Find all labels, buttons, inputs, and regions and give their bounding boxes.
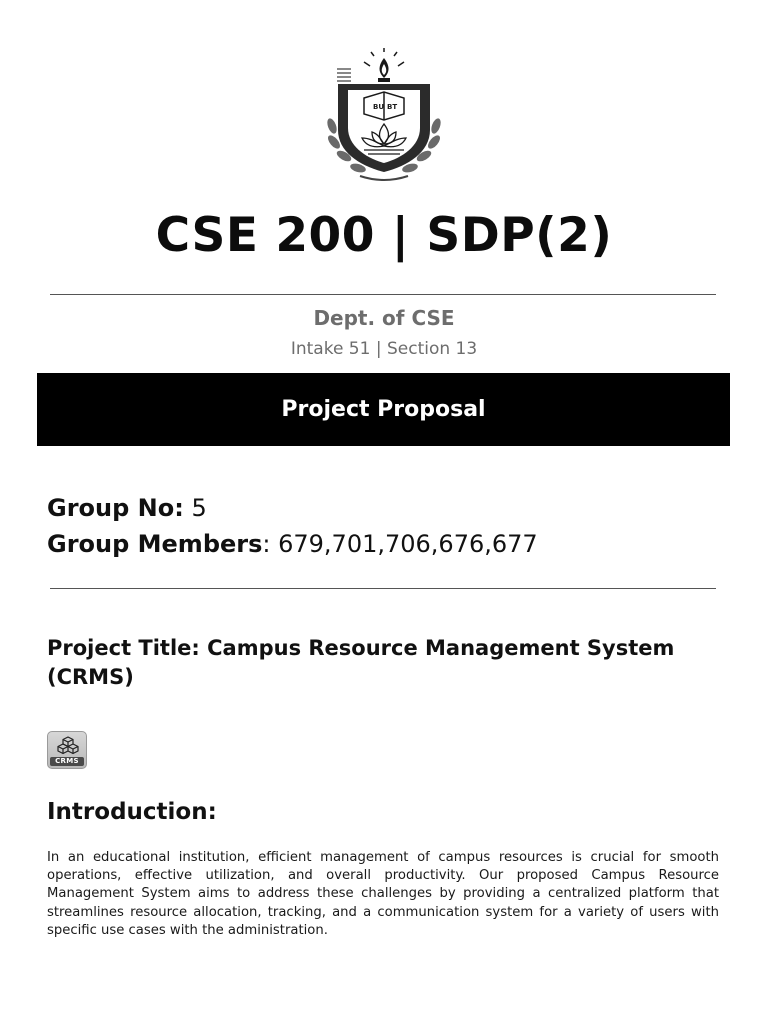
divider xyxy=(50,588,716,589)
group-number-label: Group No: xyxy=(47,494,184,522)
flame-icon xyxy=(364,48,404,82)
divider xyxy=(50,294,716,295)
proposal-banner xyxy=(37,373,730,446)
introduction-heading: Introduction: xyxy=(47,799,217,825)
cubes-icon xyxy=(57,735,79,757)
banner-label: Project Proposal xyxy=(281,397,486,422)
department-label: Dept. of CSE xyxy=(313,306,455,330)
project-title: Project Title: Campus Resource Management System (CRMS) xyxy=(47,636,675,689)
group-members-value: : 679,701,706,676,677 xyxy=(262,530,538,558)
introduction-body: In an educational institution, efficient management of campus resources is crucial for smooth operations, effective utilization, and overall productivity. Our proposed Campus Resource Management System aims to address these challenges by providing a centralized platform that streamlines resource allocation, tracking, and a communication system for a variety of users with specific use cases with the administration. xyxy=(47,850,719,938)
university-logo xyxy=(320,48,448,184)
course-title: CSE 200 | SDP(2) xyxy=(155,208,613,263)
crest-text-right: BT xyxy=(387,103,398,111)
group-number-value: 5 xyxy=(191,494,207,522)
group-members-label: Group Members xyxy=(47,530,263,558)
crms-icon-label: CRMS xyxy=(50,757,84,766)
crest-icon xyxy=(320,48,448,184)
intake-section-label: Intake 51 | Section 13 xyxy=(290,339,478,359)
group-number-line xyxy=(47,494,207,522)
crms-app-icon xyxy=(47,731,87,769)
crest-text-left: BU xyxy=(373,103,385,111)
group-members-line xyxy=(47,530,538,558)
